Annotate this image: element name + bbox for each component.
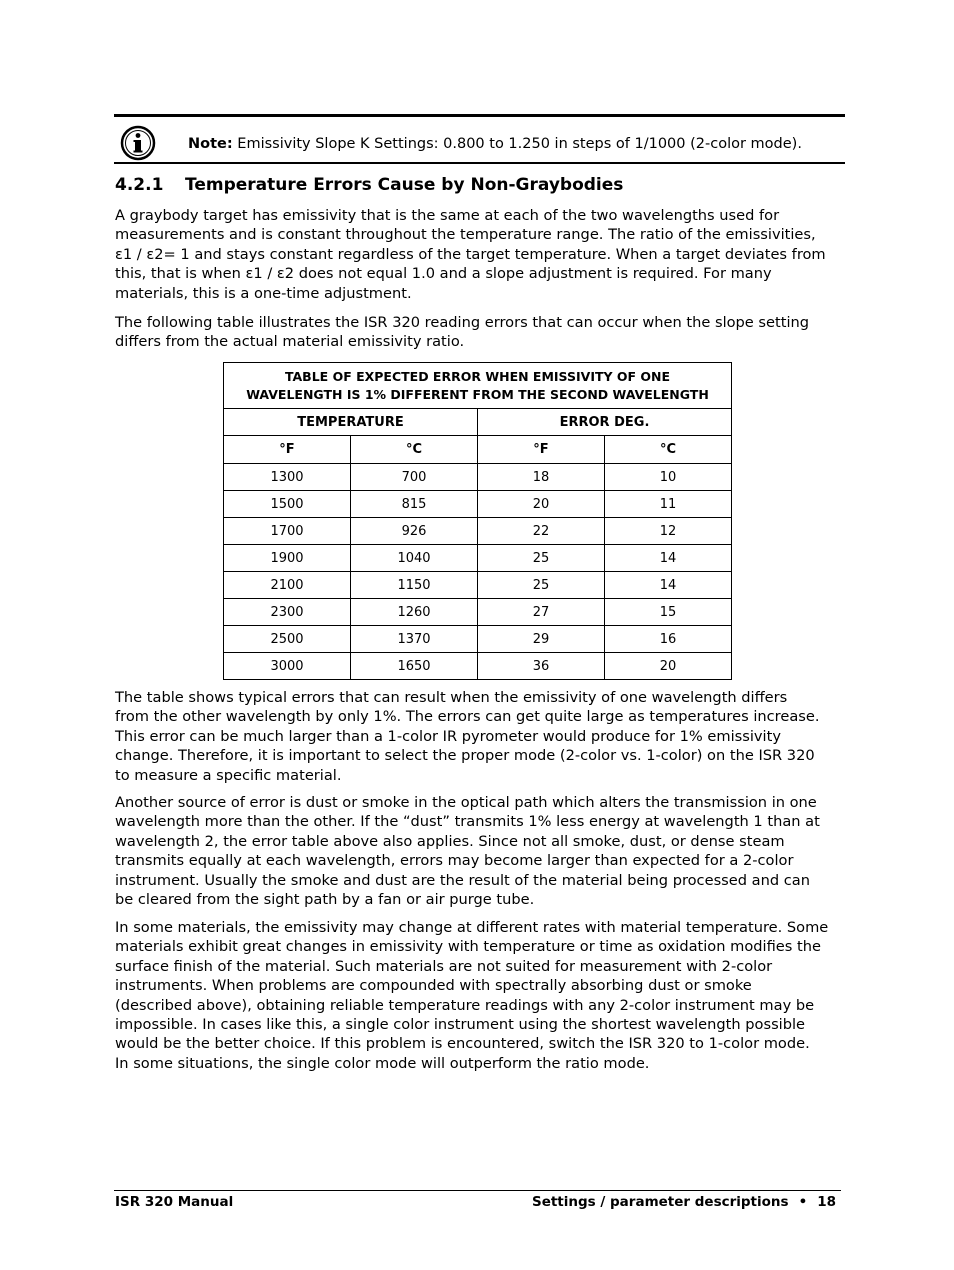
cell-error-f: 22 [478,518,605,545]
note-box [114,114,845,164]
paragraph-graybody [115,206,845,303]
cell-error-c: 20 [605,653,732,680]
footer-manual-title: ISR 320 Manual [115,1194,234,1210]
paragraph-typical-errors [115,688,845,785]
paragraph-line: Another source of error is dust or smoke in the optical path which alters the transmission in one [115,794,817,811]
info-icon [120,125,156,161]
table-row [224,572,732,599]
cell-error-c: 12 [605,518,732,545]
cell-temp-f: 2300 [224,599,351,626]
cell-temp-c: 815 [351,491,478,518]
paragraph-line: materials exhibit great changes in emissivity with temperature or time as oxidation modifies the [115,938,821,956]
unit-error-c: °C [605,436,732,464]
cell-error-f: 18 [478,464,605,491]
paragraph-materials [115,918,845,1073]
cell-error-c: 15 [605,599,732,626]
cell-error-c: 14 [605,572,732,599]
cell-error-f: 36 [478,653,605,680]
paragraph-line: differs from the actual material emissivity ratio. [115,333,465,351]
cell-error-c: 14 [605,545,732,572]
table-row [224,518,732,545]
table-row [224,464,732,491]
paragraph-line: from the other wavelength by only 1%. The errors can get quite large as temperatures increase. [115,708,820,726]
paragraph-line: This error can be much larger than a 1-color IR pyrometer would produce for 1% emissivity [115,727,781,745]
unit-temp-f: °F [224,436,351,464]
cell-error-f: 25 [478,572,605,599]
cell-temp-f: 2500 [224,626,351,653]
paragraph-line: surface finish of the material. Such materials are not suited for measurement with 2-color [115,957,773,975]
cell-temp-c: 1260 [351,599,478,626]
paragraph-line: A graybody target has emissivity that is the same at each of the two wavelengths used for [115,207,780,224]
paragraph-line: The table shows typical errors that can result when the emissivity of one wavelength differs [115,689,788,706]
paragraph-line: would be the better choice. If this problem is encountered, switch the ISR 320 to 1-color mode. [115,1035,810,1053]
paragraph-line: wavelength 2, the error table above also applies. Since not all smoke, dust, or dense steam [115,832,785,850]
footer-section-name: Settings / parameter descriptions [531,1194,789,1210]
table-row [224,545,732,572]
footer-bullet: • [798,1194,808,1210]
section-number: 4.2.1 [115,175,164,195]
paragraph-table-intro [115,313,845,352]
paragraph-line: In some situations, the single color mode will outperform the ratio mode. [115,1054,650,1072]
unit-temp-c: °C [351,436,478,464]
paragraph-line: wavelength more than the other. If the “dust” transmits 1% less energy at wavelength 1 than at [115,813,820,831]
table-row [224,491,732,518]
cell-error-f: 20 [478,491,605,518]
footer-section-info [532,1194,836,1210]
paragraph-line: The following table illustrates the ISR 320 reading errors that can occur when the slope setting [115,314,810,331]
paragraph-line: change. Therefore, it is important to select the proper mode (2-color vs. 1-color) on the ISR 320 [115,747,815,765]
cell-error-f: 25 [478,545,605,572]
paragraph-line: ε1 / ε2= 1 and stays constant regardless of the target temperature. When a target deviates from [115,245,826,263]
paragraph-line: impossible. In cases like this, a single color instrument using the shortest wavelength possible [115,1016,806,1034]
cell-temp-c: 926 [351,518,478,545]
note-text [188,135,802,153]
cell-temp-c: 1370 [351,626,478,653]
cell-temp-c: 700 [351,464,478,491]
header-temperature: TEMPERATURE [224,409,478,436]
table-title-line: TABLE OF EXPECTED ERROR WHEN EMISSIVITY OF ONE [284,368,671,384]
paragraph-line: materials, this is a one-time adjustment. [115,284,412,302]
cell-temp-c: 1650 [351,653,478,680]
table-row [224,653,732,680]
note-label: Note: [188,136,233,152]
paragraph-line: transmits equally at each wavelength, errors may become larger than expected for a 2-color [115,852,794,870]
paragraph-line: In some materials, the emissivity may change at different rates with material temperature. Some [115,919,829,936]
cell-error-c: 16 [605,626,732,653]
cell-temp-f: 1900 [224,545,351,572]
cell-temp-f: 2100 [224,572,351,599]
paragraph-line: to measure a specific material. [115,766,342,784]
paragraph-line: this, that is when ε1 / ε2 does not equal 1.0 and a slope adjustment is required. For many [115,265,772,283]
paragraph-line: be cleared from the sight path by a fan or air purge tube. [115,891,535,909]
cell-error-c: 10 [605,464,732,491]
table-title-line: WAVELENGTH IS 1% DIFFERENT FROM THE SECOND WAVELENGTH [246,386,709,402]
cell-temp-f: 1500 [224,491,351,518]
cell-temp-f: 1300 [224,464,351,491]
footer-divider [114,1190,841,1191]
cell-error-f: 27 [478,599,605,626]
table-title [224,363,732,409]
section-heading [115,175,623,195]
header-error-deg: ERROR DEG. [478,409,732,436]
paragraph-line: measurements and is constant throughout the temperature range. The ratio of the emissivities, [115,226,816,244]
page-number: 18 [817,1194,836,1210]
cell-temp-c: 1150 [351,572,478,599]
unit-error-f: °F [478,436,605,464]
cell-temp-c: 1040 [351,545,478,572]
note-body: Emissivity Slope K Settings: 0.800 to 1.250 in steps of 1/1000 (2-color mode). [237,136,802,152]
section-title: Temperature Errors Cause by Non-Graybodies [185,175,624,195]
table-row [224,599,732,626]
cell-temp-f: 3000 [224,653,351,680]
table-row [224,626,732,653]
paragraph-line: instrument. Usually the smoke and dust are the result of the material being processed and can [115,871,810,889]
paragraph-dust-smoke [115,793,845,909]
paragraph-line: instruments. When problems are compounded with spectrally absorbing dust or smoke [115,977,752,995]
cell-temp-f: 1700 [224,518,351,545]
paragraph-line: (described above), obtaining reliable temperature readings with any 2-color instrument may be [115,996,815,1014]
cell-error-f: 29 [478,626,605,653]
error-table [223,362,732,680]
cell-error-c: 11 [605,491,732,518]
